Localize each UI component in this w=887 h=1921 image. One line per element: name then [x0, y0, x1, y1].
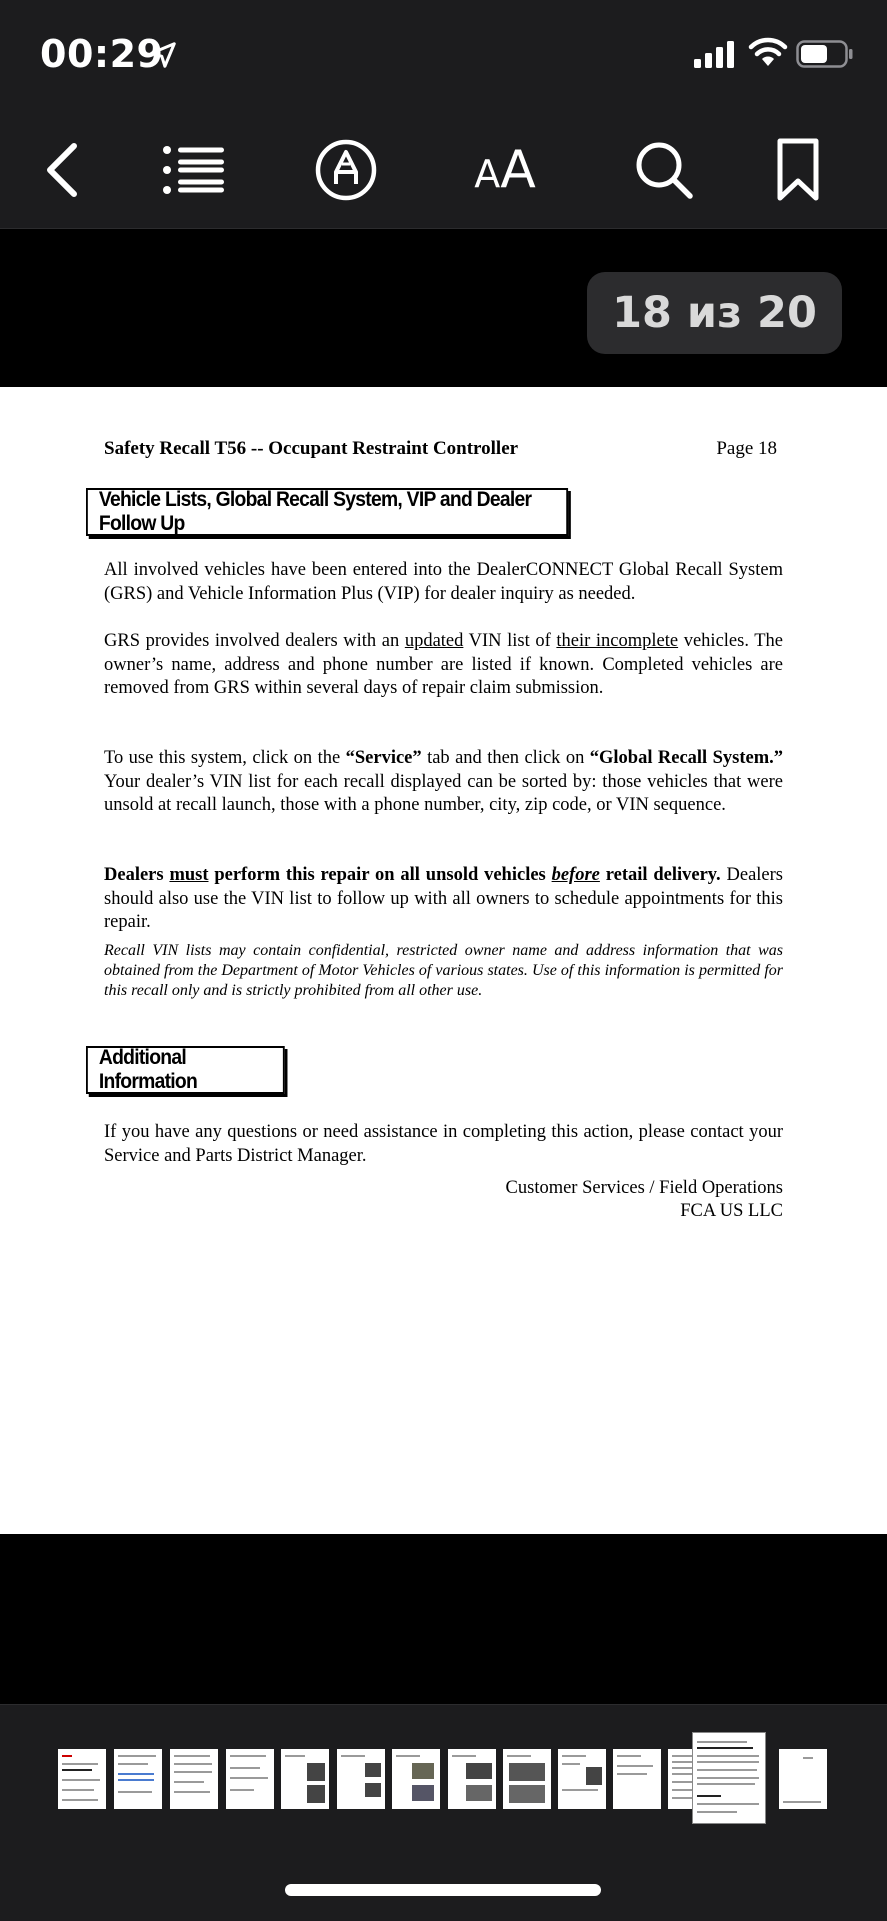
home-indicator[interactable]: [285, 1884, 601, 1896]
annotate-pen-icon: [314, 138, 378, 202]
signal-icon: [692, 40, 738, 68]
page-thumbnail[interactable]: [448, 1749, 496, 1809]
reader-toolbar: [0, 110, 887, 229]
search-icon: [633, 139, 695, 201]
paragraph-grs: GRS provides involved dealers with an updated VIN list of their incomplete vehicles. The owner’s name, address and phone number are listed if known. Completed vehicles are removed from GRS within several days of repair claim submission.: [104, 631, 783, 698]
location-arrow-icon: [148, 40, 178, 70]
text-size-icon: AA: [474, 140, 536, 200]
paragraph-confidential-note: Recall VIN lists may contain confidential, restricted owner name and address information that was obtained from the Department of Motor Vehicles of various states. Use of this information is permitted for this recall only and is strictly prohibited from all other use.: [104, 942, 783, 999]
battery-icon: [796, 40, 854, 68]
page-thumbnail[interactable]: [779, 1749, 827, 1809]
status-bar: [0, 0, 887, 110]
document-page[interactable]: [0, 387, 887, 1534]
paragraph-use-system: To use this system, click on the “Service” tab and then click on “Global Recall System.” Your dealer’s VIN list for each recall displayed can be sorted by: those vehicles that were unsold at recall launch, those with a phone number, city, zip code, or VIN sequence.: [104, 748, 784, 815]
page-indicator: 18 из 20: [587, 272, 842, 354]
text-size-button[interactable]: [465, 130, 545, 210]
bookmark-icon: [775, 137, 821, 203]
page-thumbnail[interactable]: [558, 1749, 606, 1809]
page-thumbnail[interactable]: [170, 1749, 218, 1809]
back-chevron-icon: [42, 140, 82, 200]
paragraph-dealers-must: Dealers must perform this repair on all unsold vehicles before retail delivery. Dealers should also use the VIN list to follow up with all owners to schedule appointments for this repair.: [104, 865, 784, 932]
page-thumbnail-current[interactable]: [693, 1733, 765, 1823]
bookmark-button[interactable]: [758, 130, 838, 210]
page-thumbnail[interactable]: [337, 1749, 385, 1809]
table-of-contents-icon: [162, 145, 226, 195]
section-heading-text: Additional Information: [98, 1046, 198, 1093]
signature-line-2: FCA US LLC: [680, 1201, 783, 1221]
section-heading-vehicle-lists: [86, 488, 568, 536]
section-heading-text: Vehicle Lists, Global Recall System, VIP and Dealer Follow Up: [98, 488, 532, 535]
wifi-icon: [748, 36, 788, 68]
document-page-number: Page 18: [716, 438, 777, 459]
section-heading-additional-info: [86, 1046, 285, 1094]
page-thumbnail[interactable]: [503, 1749, 551, 1809]
page-thumbnail[interactable]: [392, 1749, 440, 1809]
page-thumbnail[interactable]: [114, 1749, 162, 1809]
paragraph-involved-vehicles: All involved vehicles have been entered into the DealerCONNECT Global Recall System (GRS) and Vehicle Information Plus (VIP) for dealer inquiry as needed.: [104, 560, 783, 604]
page-thumbnail[interactable]: [613, 1749, 661, 1809]
status-time: 00:29: [40, 32, 164, 76]
back-button[interactable]: [22, 130, 102, 210]
document-header-title: Safety Recall T56 -- Occupant Restraint Controller: [104, 438, 519, 459]
page-thumbnail[interactable]: [226, 1749, 274, 1809]
signature-block: [506, 1177, 783, 1223]
paragraph-questions: If you have any questions or need assistance in completing this action, please contact your Service and Parts District Manager.: [104, 1122, 783, 1166]
page-thumbnail[interactable]: [281, 1749, 329, 1809]
search-button[interactable]: [624, 130, 704, 210]
page-thumbnail[interactable]: [58, 1749, 106, 1809]
table-of-contents-button[interactable]: [154, 130, 234, 210]
signature-line-1: Customer Services / Field Operations: [505, 1178, 783, 1198]
annotate-button[interactable]: [306, 130, 386, 210]
